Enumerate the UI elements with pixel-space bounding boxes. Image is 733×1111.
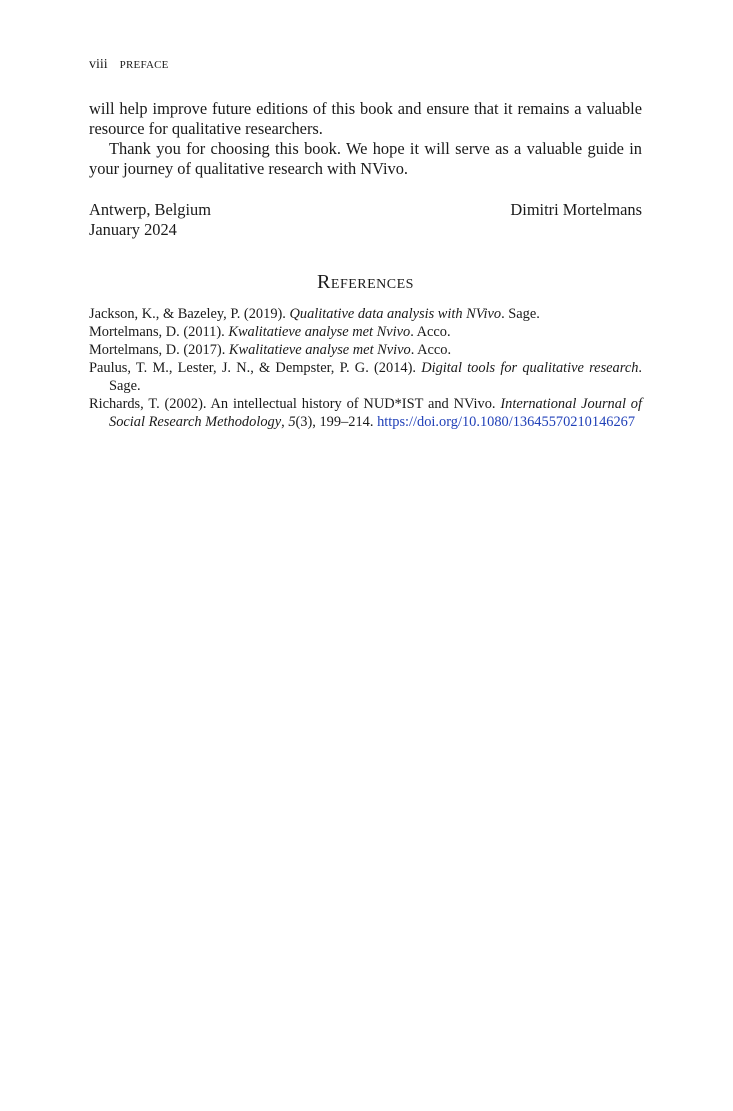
signoff-author: Dimitri Mortelmans: [510, 200, 642, 219]
ref-journal: International Journal of Social Research Methodology: [109, 396, 642, 430]
signoff-place: Antwerp, Belgium: [89, 200, 212, 219]
paragraph: will help improve future editions of this book and ensure that it remains a valuable resource for qualitative researchers.: [89, 99, 642, 138]
reference-item: [89, 341, 642, 359]
ref-issue-pages: (3), 199–214.: [295, 414, 378, 430]
signoff: [89, 200, 642, 240]
running-title: PREFACE: [119, 59, 169, 71]
ref-authors: Richards, T. (2002). An intellectual history of NUD*IST and NVivo.: [89, 396, 501, 412]
ref-publisher: . Sage.: [109, 360, 643, 394]
ref-authors: Mortelmans, D. (2011).: [89, 324, 229, 340]
ref-authors: Mortelmans, D. (2017).: [89, 342, 229, 358]
paragraph: Thank you for choosing this book. We hope it will serve as a valuable guide in your journey of qualitative research with NVivo.: [89, 139, 642, 178]
signoff-date: January 2024: [89, 220, 177, 239]
ref-volume: 5: [288, 414, 296, 430]
ref-title: Qualitative data analysis with NVivo: [289, 306, 502, 322]
doi-link[interactable]: https://doi.org/10.1080/13645570210146267: [377, 414, 636, 430]
running-head: [89, 56, 169, 74]
ref-authors: Paulus, T. M., Lester, J. N., & Dempster, P. G. (2014).: [89, 360, 422, 376]
ref-title: Kwalitatieve analyse met Nvivo: [228, 342, 411, 358]
body-text: [89, 99, 642, 179]
reference-item: [89, 395, 642, 431]
ref-publisher: . Acco.: [410, 342, 452, 358]
reference-item: [89, 305, 642, 323]
ref-title: Kwalitatieve analyse met Nvivo: [228, 324, 411, 340]
reference-item: [89, 323, 642, 341]
ref-separator: ,: [281, 414, 289, 430]
ref-publisher: . Acco.: [410, 324, 451, 340]
references-list: [89, 305, 642, 431]
references-heading: References: [317, 271, 414, 293]
reference-item: [89, 359, 642, 395]
ref-title: Digital tools for qualitative research: [421, 360, 639, 376]
ref-authors: Jackson, K., & Bazeley, P. (2019).: [89, 306, 290, 322]
page-number: viii: [89, 57, 108, 72]
ref-publisher: . Sage.: [501, 306, 540, 322]
